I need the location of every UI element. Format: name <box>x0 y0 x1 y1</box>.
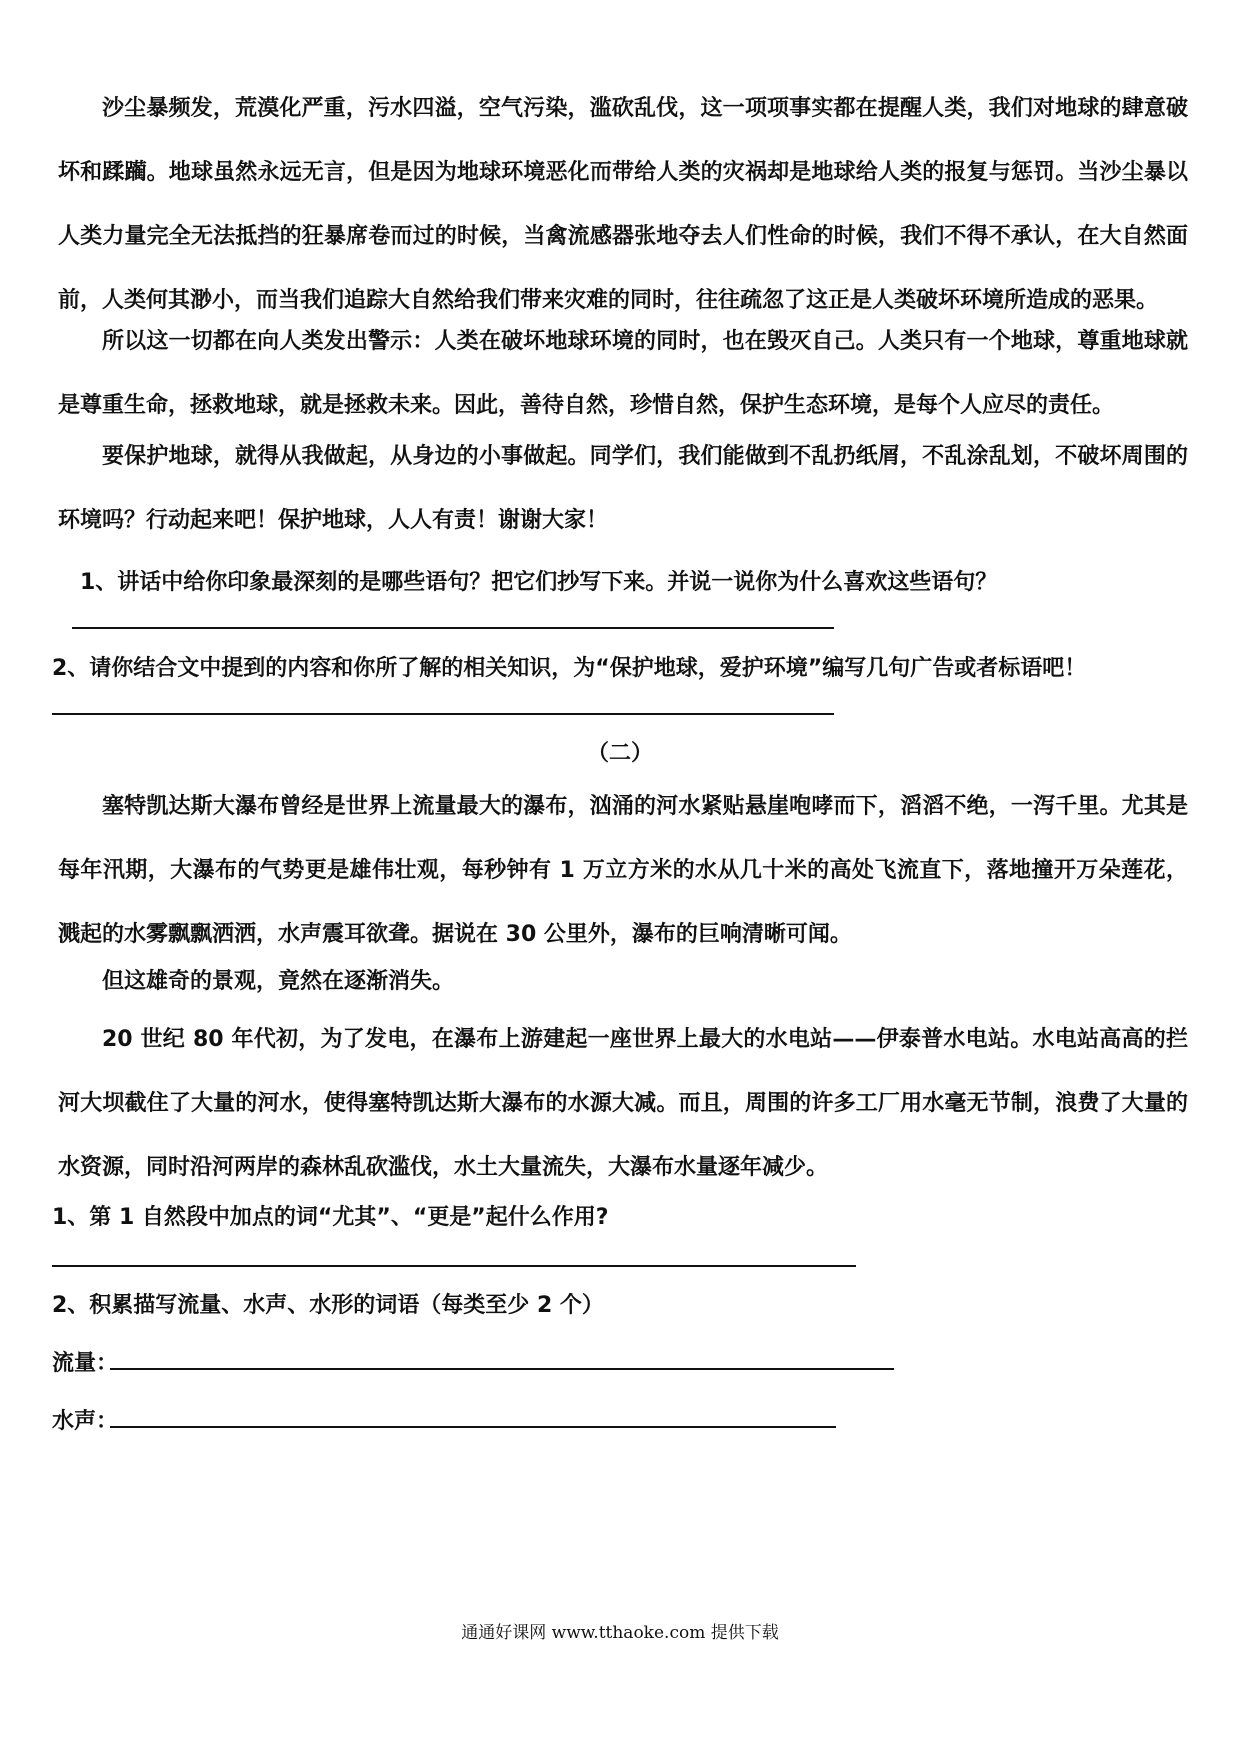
passage1-question1: 1、讲话中给你印象最深刻的是哪些语句？把它们抄写下来。并说一说你为什么喜欢这些语句？ <box>80 570 998 595</box>
answer-line-p2q1[interactable] <box>52 1265 856 1267</box>
passage1-paragraph1: 沙尘暴频发，荒漠化严重，污水四溢，空气污染，滥砍乱伐，这一项项事实都在提醒人类，我们对地球的肆意破坏和蹂躏。地球虽然永远无言，但是因为地球环境恶化而带给人类的灾祸却是地球给人类的报复与惩罚。当沙尘暴以人类力量完全无法抵挡的狂暴席卷而过的时候，当禽流感器张地夺去人们性命的时候，我们不得不承认，在大自然面前，人类何其渺小，而当我们追踪大自然给我们带来灾难的同时，往往疏忽了这正是人类破坏环境所造成的恶果。 <box>58 96 1188 313</box>
answer-line-sound[interactable] <box>110 1426 836 1428</box>
footer-credit: 通通好课网 www.tthaoke.com 提供下载 <box>461 1623 779 1643</box>
passage2-paragraph3: 20 世纪 80 年代初，为了发电，在瀑布上游建起一座世界上最大的水电站——伊泰普水电站。水电站高高的拦河大坝截住了大量的河水，使得塞特凯达斯大瀑布的水源大减。而且，周围的许多工厂用水毫无节制，浪费了大量的水资源，同时沿河两岸的森林乱砍滥伐，水土大量流失，大瀑布水量逐年减少。 <box>58 1027 1188 1180</box>
passage2-paragraph2: 但这雄奇的景观，竟然在逐渐消失。 <box>102 969 455 994</box>
section-heading: （二） <box>586 741 653 766</box>
passage2-question2: 2、积累描写流量、水声、水形的词语（每类至少 2 个） <box>52 1293 604 1318</box>
answer-line-flow[interactable] <box>110 1368 894 1370</box>
answer-line-p1q2[interactable] <box>52 713 834 715</box>
sound-label: 水声： <box>52 1409 119 1434</box>
answer-line-p1q1[interactable] <box>72 627 834 629</box>
passage2-paragraph1: 塞特凯达斯大瀑布曾经是世界上流量最大的瀑布，汹涌的河水紧贴悬崖咆哮而下，滔滔不绝，一泻千里。尤其是每年汛期，大瀑布的气势更是雄伟壮观，每秒钟有 1 万立方米的水从几十米的高处飞流直下，落地撞开万朵莲花，溅起的水雾飘飘洒洒，水声震耳欲聋。据说在 30 公里外，瀑布的巨响清晰可闻。 <box>58 794 1188 947</box>
passage1-paragraph3: 要保护地球，就得从我做起，从身边的小事做起。同学们，我们能做到不乱扔纸屑，不乱涂乱划，不破坏周围的环境吗？行动起来吧！保护地球，人人有责！谢谢大家！ <box>58 444 1188 533</box>
flow-label: 流量： <box>52 1351 119 1376</box>
passage2-question1: 1、第 1 自然段中加点的词“尤其”、“更是”起什么作用? <box>52 1205 609 1230</box>
passage1-question2: 2、请你结合文中提到的内容和你所了解的相关知识，为“保护地球，爱护环境”编写几句广告或者标语吧！ <box>52 656 1087 681</box>
passage1-paragraph2: 所以这一切都在向人类发出警示：人类在破坏地球环境的同时，也在毁灭自己。人类只有一个地球，尊重地球就是尊重生命，拯救地球，就是拯救未来。因此，善待自然，珍惜自然，保护生态环境，是每个人应尽的责任。 <box>58 329 1188 418</box>
